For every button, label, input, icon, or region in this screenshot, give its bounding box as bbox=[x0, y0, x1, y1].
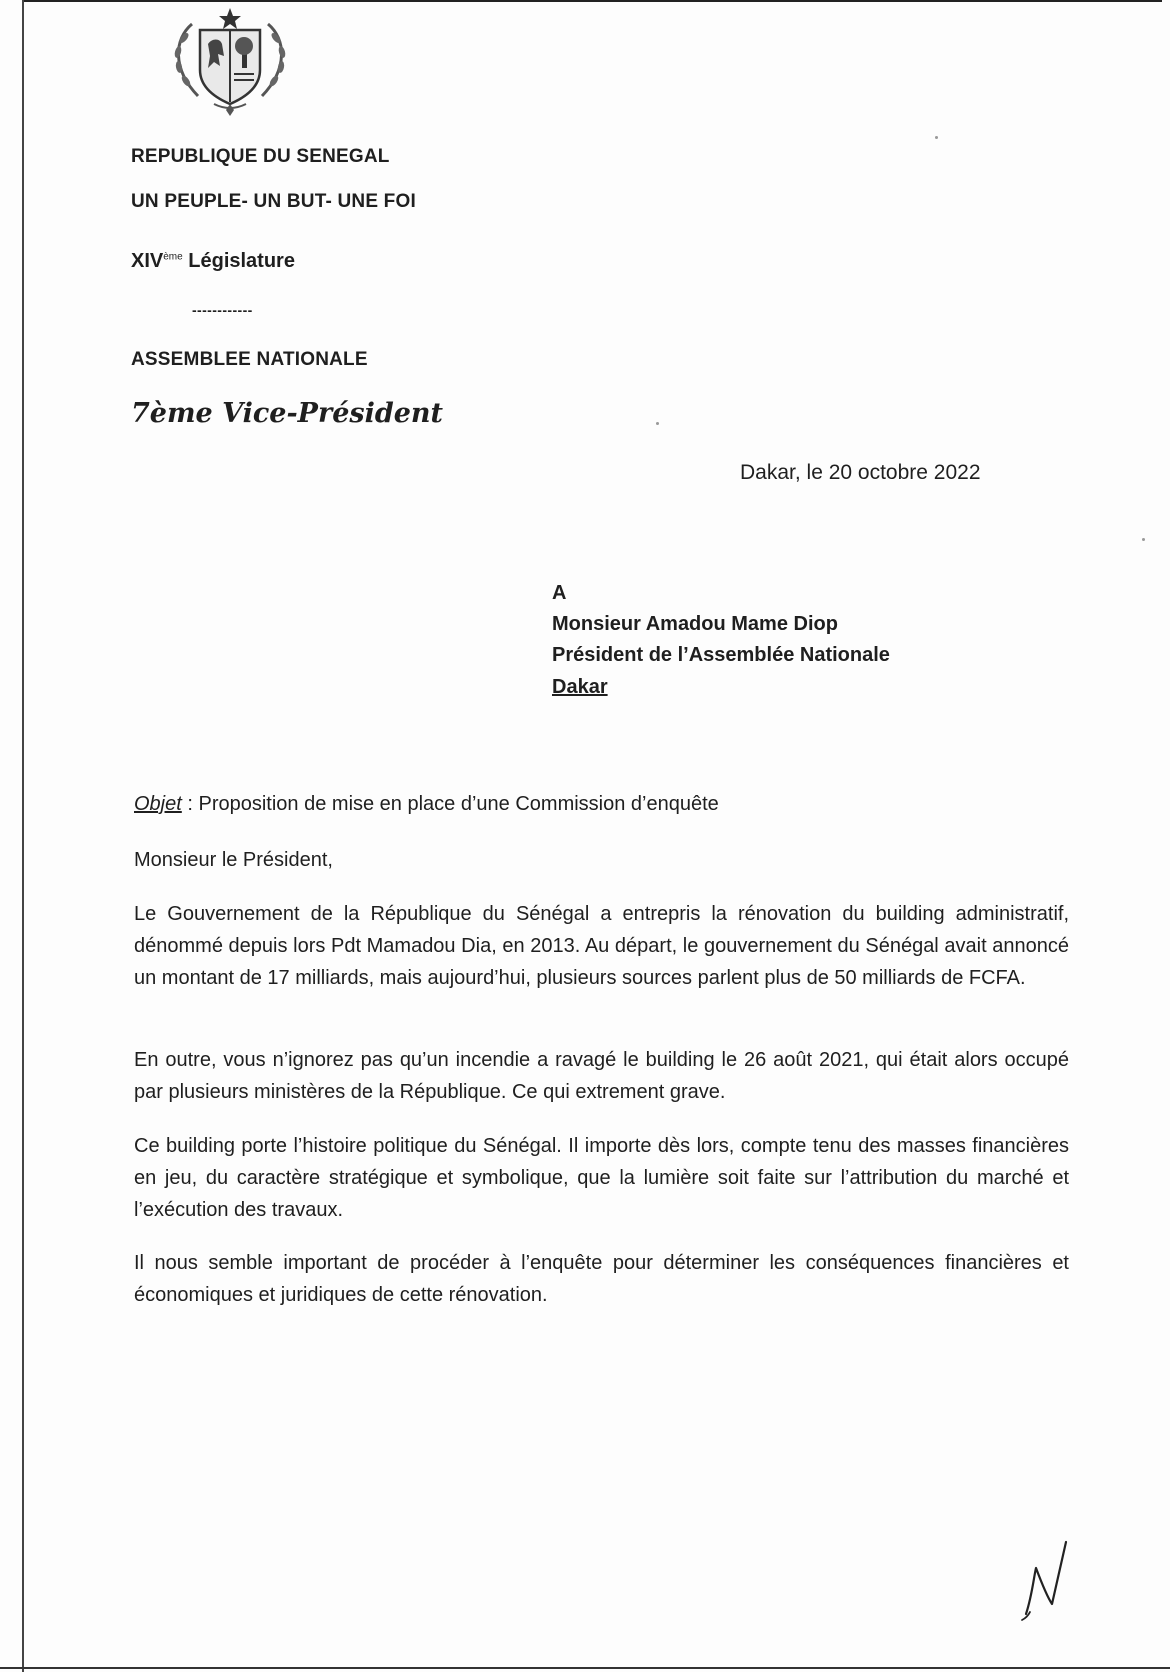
recipient-city: Dakar bbox=[552, 676, 608, 698]
national-motto: UN PEUPLE- UN BUT- UNE FOI bbox=[131, 191, 416, 212]
legislature-suffix: ème bbox=[163, 251, 183, 263]
recipient-title: Président de l’Assemblée Nationale bbox=[552, 644, 890, 666]
assembly-heading: ASSEMBLEE NATIONALE bbox=[131, 349, 368, 370]
legislature-number: XIV bbox=[131, 250, 164, 272]
scan-border-left bbox=[22, 0, 24, 1672]
body-paragraph: Ce building porte l’histoire politique du Sénégal. Il importe dès lors, compte tenu des masses financières en jeu, du caractère stratégique et symbolique, que la lumière soit faite sur l’attribution du marché et l’exécution des travaux. bbox=[134, 1135, 1069, 1221]
subject-separator: : bbox=[181, 793, 199, 815]
coat-of-arms-icon bbox=[162, 4, 298, 120]
body-paragraph: Il nous semble important de procéder à l’enquête pour déterminer les conséquences financières et économiques et juridiques de cette rénovation. bbox=[134, 1252, 1069, 1306]
legislature-word: Législature bbox=[188, 250, 295, 272]
handwritten-initials-signature bbox=[1012, 1536, 1076, 1624]
scan-speck bbox=[935, 136, 938, 139]
scan-speck bbox=[656, 422, 659, 425]
body-paragraph: Le Gouvernement de la République du Sénégal a entrepris la rénovation du building administratif, dénommé depuis lors Pdt Mamadou Dia, en 2013. Au départ, le gouvernement du Sénégal avait annoncé un montant de 17 milliards, mais aujourd’hui, plusieurs sources parlent plus de 50 milliards de FCFA. bbox=[134, 903, 1069, 989]
subject-line bbox=[134, 793, 719, 816]
legislature-line bbox=[131, 250, 295, 273]
recipient-prefix: A bbox=[552, 582, 567, 604]
header-separator: ------------ bbox=[192, 302, 253, 318]
subject-text: Proposition de mise en place d’une Commission d’enquête bbox=[198, 793, 719, 815]
recipient-city-line bbox=[552, 676, 608, 699]
recipient-name: Monsieur Amadou Mame Diop bbox=[552, 613, 838, 635]
scan-border-bottom bbox=[0, 1667, 1170, 1669]
subject-label: Objet bbox=[134, 793, 182, 815]
country-heading: REPUBLIQUE DU SENEGAL bbox=[131, 146, 390, 167]
body-paragraph: En outre, vous n’ignorez pas qu’un incendie a ravagé le building le 26 août 2021, qui était alors occupé par plusieurs ministères de la République. Ce qui extrement grave. bbox=[134, 1049, 1069, 1103]
date-line: Dakar, le 20 octobre 2022 bbox=[740, 461, 981, 484]
office-title: 7ème Vice-Président bbox=[131, 398, 443, 429]
scan-speck bbox=[1142, 538, 1145, 541]
scan-border-top bbox=[22, 0, 1162, 2]
salutation: Monsieur le Président, bbox=[134, 849, 333, 871]
